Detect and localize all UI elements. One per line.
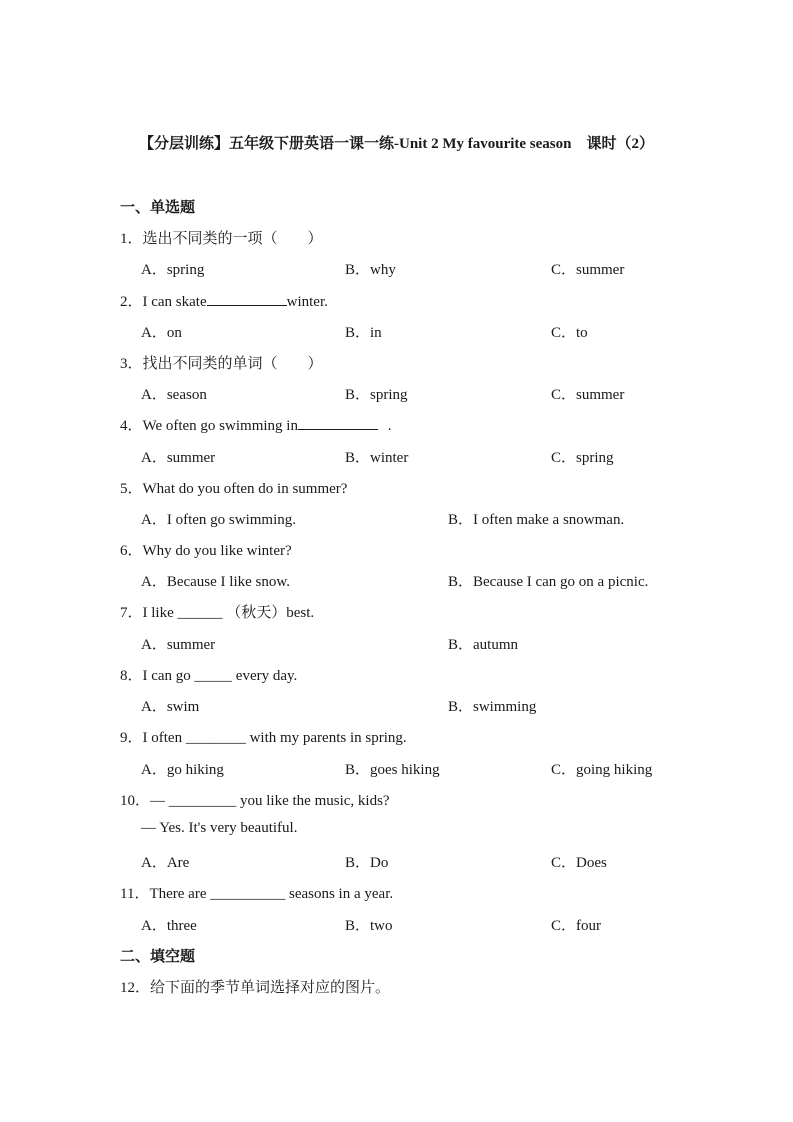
page-title: 【分层训练】五年级下册英语一课一练-Unit 2 My favourite season 课时（2）	[139, 136, 654, 152]
q10-reply: — Yes. It's very beautiful.	[141, 820, 298, 836]
q9-option-b[interactable]: B．goes hiking	[345, 762, 440, 778]
q1-option-b[interactable]: B．why	[345, 262, 396, 278]
question-11: 11．There are __________ seasons in a year.	[120, 886, 394, 902]
q3-option-b[interactable]: B．spring	[345, 387, 408, 403]
q2-blank	[207, 291, 287, 306]
q11-option-c[interactable]: C．four	[551, 918, 601, 934]
q10-option-a[interactable]: A．Are	[141, 855, 190, 871]
q4-option-a[interactable]: A．summer	[141, 450, 216, 466]
q2-option-c[interactable]: C．to	[551, 325, 588, 341]
question-4	[120, 414, 391, 435]
q7-option-b[interactable]: B．autumn	[448, 637, 518, 653]
q3-option-a[interactable]: A．season	[141, 387, 207, 403]
question-8: 8．I can go _____ every day.	[120, 668, 298, 684]
q1-option-a[interactable]: A．spring	[141, 262, 205, 278]
question-10: 10．— _________ you like the music, kids?	[120, 793, 390, 809]
q2-text-before: 2．I can skate	[120, 294, 207, 310]
q4-text-after: .	[383, 418, 392, 434]
q9-option-a[interactable]: A．go hiking	[141, 762, 224, 778]
q3-option-c[interactable]: C．summer	[551, 387, 625, 403]
q2-option-a[interactable]: A．on	[141, 325, 182, 341]
question-12: 12．给下面的季节单词选择对应的图片。	[120, 980, 391, 996]
q10-option-c[interactable]: C．Does	[551, 855, 607, 871]
question-3: 3．找出不同类的单词（ ）	[120, 356, 323, 372]
question-7: 7．I like ______ （秋天）best.	[120, 605, 315, 621]
section-heading-single-choice: 一、单选题	[120, 200, 196, 216]
q6-option-a[interactable]: A．Because I like snow.	[141, 574, 290, 590]
q6-option-b[interactable]: B．Because I can go on a picnic.	[448, 574, 649, 590]
q11-option-a[interactable]: A．three	[141, 918, 197, 934]
q2-option-b[interactable]: B．in	[345, 325, 382, 341]
q11-option-b[interactable]: B．two	[345, 918, 393, 934]
q5-option-a[interactable]: A．I often go swimming.	[141, 512, 296, 528]
question-5: 5．What do you often do in summer?	[120, 481, 348, 497]
q2-text-after: winter.	[286, 294, 328, 310]
q4-option-c[interactable]: C．spring	[551, 450, 614, 466]
question-1: 1．选出不同类的一项（ ）	[120, 231, 323, 247]
q1-option-c[interactable]: C．summer	[551, 262, 625, 278]
section-heading-fill-in: 二、填空题	[120, 949, 196, 965]
q10-option-b[interactable]: B．Do	[345, 855, 389, 871]
q7-option-a[interactable]: A．summer	[141, 637, 216, 653]
question-2	[120, 290, 328, 311]
q4-text-before: 4．We often go swimming in	[120, 418, 298, 434]
q4-option-b[interactable]: B．winter	[345, 450, 409, 466]
q8-option-b[interactable]: B．swimming	[448, 699, 537, 715]
q9-option-c[interactable]: C．going hiking	[551, 762, 653, 778]
question-6: 6．Why do you like winter?	[120, 543, 292, 559]
q8-option-a[interactable]: A．swim	[141, 699, 200, 715]
q5-option-b[interactable]: B．I often make a snowman.	[448, 512, 625, 528]
question-9: 9．I often ________ with my parents in spring.	[120, 730, 407, 746]
q4-blank	[298, 415, 378, 430]
